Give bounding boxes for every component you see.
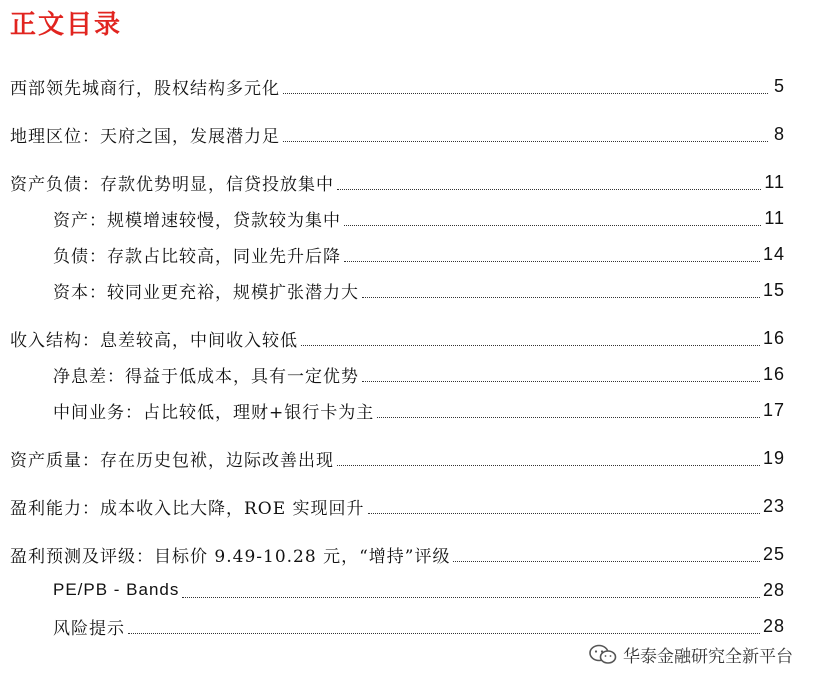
toc-leader-dots	[362, 381, 760, 382]
toc-entry-page: 14	[762, 243, 785, 264]
wechat-icon	[589, 644, 617, 666]
toc-leader-dots	[301, 345, 760, 346]
toc-leader-dots	[362, 297, 760, 298]
toc-entry[interactable]	[0, 119, 819, 149]
toc-entry-page: 16	[762, 327, 785, 348]
toc-leader-dots	[377, 417, 760, 418]
toc-entry-page: 23	[762, 495, 785, 516]
toc-leader-dots	[453, 561, 760, 562]
toc-entry-page: 8	[773, 123, 785, 144]
toc-subentry[interactable]	[0, 575, 819, 605]
toc-entry-page: 25	[762, 543, 785, 564]
toc-entry[interactable]	[0, 167, 819, 197]
toc-entry-page: 28	[762, 615, 785, 636]
toc-entry-page: 15	[762, 279, 785, 300]
toc-leader-dots	[344, 261, 760, 262]
toc-entry-page: 11	[764, 207, 785, 228]
toc-leader-dots	[283, 141, 768, 142]
toc-entry[interactable]	[0, 491, 819, 521]
toc-subentry[interactable]	[0, 611, 819, 641]
toc-leader-dots	[128, 633, 760, 634]
toc-entry-page: 5	[773, 75, 785, 96]
toc-leader-dots	[368, 513, 760, 514]
toc-entry-label: 风险提示	[53, 618, 125, 639]
toc-entry-label: 盈利能力：成本收入比大降，ROE 实现回升	[10, 498, 365, 519]
toc-entry-label: 资本：较同业更充裕，规模扩张潜力大	[53, 282, 359, 303]
toc-entry-page: 17	[762, 399, 785, 420]
toc-entry[interactable]	[0, 443, 819, 473]
toc-entry-label: 资产质量：存在历史包袱，边际改善出现	[10, 450, 334, 471]
toc-subentry[interactable]	[0, 359, 819, 389]
toc-leader-dots	[344, 225, 761, 226]
page-title: 正文目录	[10, 10, 123, 40]
toc-leader-dots	[283, 93, 768, 94]
toc-entry-label: 收入结构：息差较高，中间收入较低	[10, 330, 298, 351]
toc-entry-page: 19	[762, 447, 785, 468]
watermark	[589, 642, 793, 667]
toc-leader-dots	[182, 597, 760, 598]
toc-entry-page: 28	[762, 579, 785, 600]
toc-subentry[interactable]	[0, 275, 819, 305]
toc-entry-label: 西部领先城商行，股权结构多元化	[10, 78, 280, 99]
toc-entry-label: PE/PB - Bands	[53, 580, 180, 599]
toc-entry-label: 负债：存款占比较高，同业先升后降	[53, 246, 341, 267]
toc-subentry[interactable]	[0, 203, 819, 233]
toc-entry[interactable]	[0, 539, 819, 569]
toc-subentry[interactable]	[0, 395, 819, 425]
toc-entry-page: 16	[762, 363, 785, 384]
toc-entry-label: 净息差：得益于低成本，具有一定优势	[53, 366, 359, 387]
toc-entry-label: 中间业务：占比较低，理财+银行卡为主	[53, 402, 375, 423]
toc-leader-dots	[337, 189, 761, 190]
toc-leader-dots	[337, 465, 760, 466]
watermark-text: 华泰金融研究全新平台	[623, 647, 793, 667]
toc-entry-label: 盈利预测及评级：目标价 9.49-10.28 元，“增持”评级	[10, 546, 451, 567]
toc-subentry[interactable]	[0, 239, 819, 269]
toc-entry-label: 资产：规模增速较慢，贷款较为集中	[53, 210, 341, 231]
toc-entry-label: 地理区位：天府之国，发展潜力足	[10, 126, 280, 147]
toc-entry-label: 资产负债：存款优势明显，信贷投放集中	[10, 174, 334, 195]
toc-entry[interactable]	[0, 323, 819, 353]
toc-entry-page: 11	[764, 171, 785, 192]
toc-entry[interactable]	[0, 71, 819, 101]
